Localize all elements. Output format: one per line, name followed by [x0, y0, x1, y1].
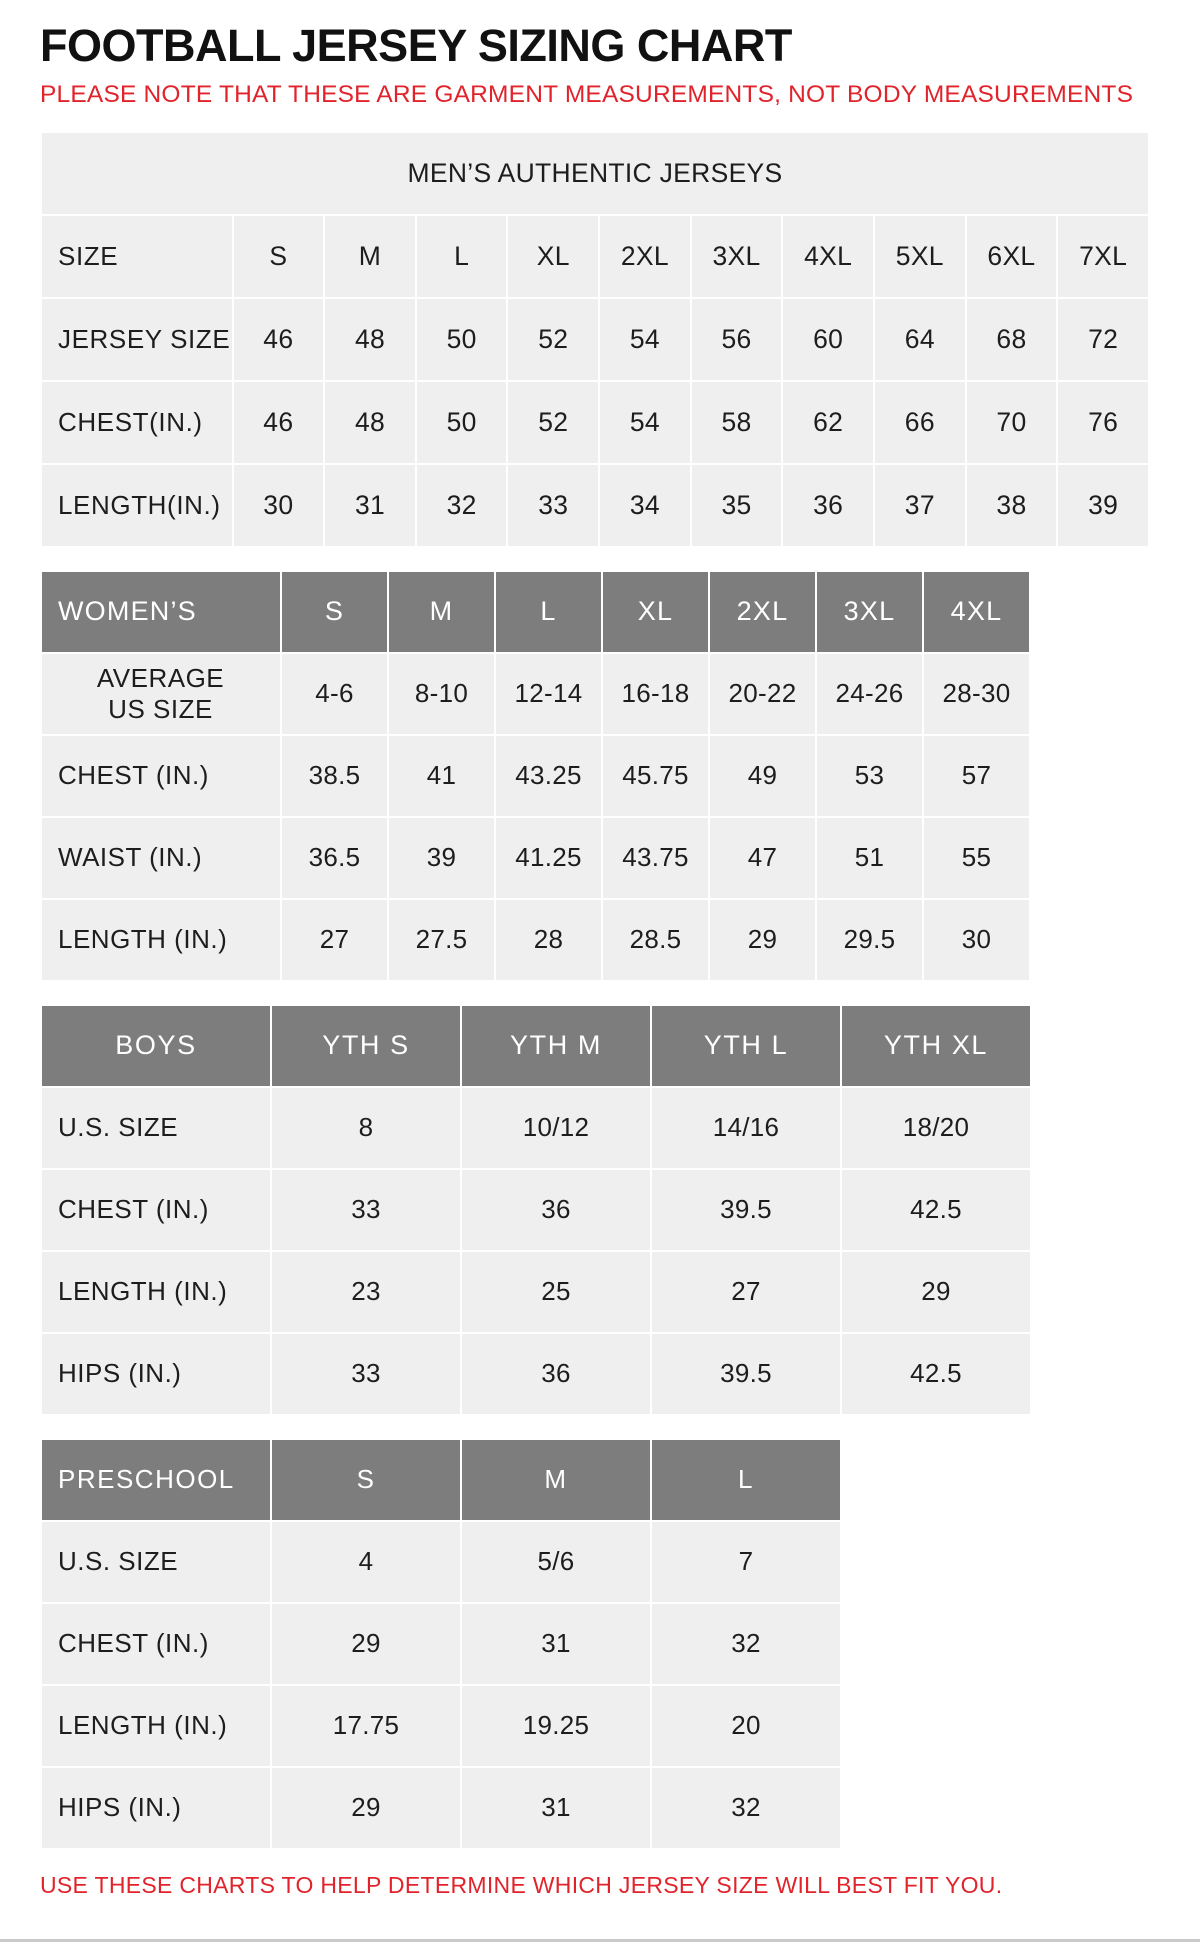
column-header: 4XL — [923, 571, 1030, 653]
cell: 4 — [271, 1521, 461, 1603]
cell: 18/20 — [841, 1087, 1031, 1169]
cell: 38.5 — [281, 735, 388, 817]
column-header: S — [271, 1439, 461, 1521]
column-header: YTH XL — [841, 1005, 1031, 1087]
cell: 39 — [1057, 464, 1149, 547]
row-label: HIPS (IN.) — [41, 1333, 271, 1415]
row-label: LENGTH (IN.) — [41, 1685, 271, 1767]
table-row — [41, 899, 1030, 981]
cell: 4-6 — [281, 653, 388, 735]
table-row — [41, 298, 1149, 381]
cell: 7 — [651, 1521, 841, 1603]
cell: 32 — [416, 464, 508, 547]
cell: 36 — [782, 464, 874, 547]
table-row — [41, 1603, 841, 1685]
row-label: LENGTH (IN.) — [41, 899, 281, 981]
preschool-header-label: PRESCHOOL — [41, 1439, 271, 1521]
cell: 39 — [388, 817, 495, 899]
row-label-line1: AVERAGE — [96, 662, 225, 693]
cell: 32 — [651, 1603, 841, 1685]
cell: 33 — [271, 1333, 461, 1415]
cell: 29 — [709, 899, 816, 981]
cell: 33 — [271, 1169, 461, 1251]
cell: 31 — [461, 1767, 651, 1849]
cell: 5XL — [874, 215, 966, 298]
cell: S — [233, 215, 325, 298]
cell: 32 — [651, 1767, 841, 1849]
cell: 76 — [1057, 381, 1149, 464]
cell: 6XL — [966, 215, 1058, 298]
garment-measurement-note: PLEASE NOTE THAT THESE ARE GARMENT MEASUREMENTS, NOT BODY MEASUREMENTS — [40, 81, 1134, 109]
cell: 57 — [923, 735, 1030, 817]
preschool-header-row — [41, 1439, 841, 1521]
cell: 52 — [507, 298, 599, 381]
cell: L — [416, 215, 508, 298]
cell: 8-10 — [388, 653, 495, 735]
cell: 45.75 — [602, 735, 709, 817]
cell: 58 — [691, 381, 783, 464]
row-label — [41, 653, 281, 735]
table-row — [41, 817, 1030, 899]
cell: 43.25 — [495, 735, 602, 817]
womens-header-row — [41, 571, 1030, 653]
column-header: YTH S — [271, 1005, 461, 1087]
cell: 46 — [233, 298, 325, 381]
cell: 5/6 — [461, 1521, 651, 1603]
cell: 29 — [271, 1603, 461, 1685]
table-row — [41, 1333, 1031, 1415]
cell: 68 — [966, 298, 1058, 381]
cell: 19.25 — [461, 1685, 651, 1767]
cell: 17.75 — [271, 1685, 461, 1767]
column-header: 2XL — [709, 571, 816, 653]
cell: 46 — [233, 381, 325, 464]
womens-sizing-table — [40, 570, 1031, 982]
row-label: U.S. SIZE — [41, 1521, 271, 1603]
cell: 64 — [874, 298, 966, 381]
cell: 8 — [271, 1087, 461, 1169]
cell: 50 — [416, 381, 508, 464]
cell: 23 — [271, 1251, 461, 1333]
mens-banner-cell: MEN’S AUTHENTIC JERSEYS — [41, 132, 1149, 215]
cell: 41.25 — [495, 817, 602, 899]
row-label: CHEST (IN.) — [41, 1169, 271, 1251]
row-label: CHEST (IN.) — [41, 1603, 271, 1685]
footer-note: USE THESE CHARTS TO HELP DETERMINE WHICH JERSEY SIZE WILL BEST FIT YOU. — [40, 1871, 1003, 1898]
cell: 27 — [651, 1251, 841, 1333]
cell: M — [324, 215, 416, 298]
cell: 50 — [416, 298, 508, 381]
table-row — [41, 1087, 1031, 1169]
cell: 29.5 — [816, 899, 923, 981]
cell: 20-22 — [709, 653, 816, 735]
cell: 10/12 — [461, 1087, 651, 1169]
cell: 43.75 — [602, 817, 709, 899]
column-header: M — [461, 1439, 651, 1521]
cell: 27.5 — [388, 899, 495, 981]
row-label: CHEST(IN.) — [41, 381, 233, 464]
page-title: FOOTBALL JERSEY SIZING CHART — [40, 20, 792, 71]
cell: 28.5 — [602, 899, 709, 981]
cell: 31 — [324, 464, 416, 547]
cell: 54 — [599, 298, 691, 381]
cell: 28-30 — [923, 653, 1030, 735]
cell: 30 — [923, 899, 1030, 981]
table-row — [41, 464, 1149, 547]
cell: 70 — [966, 381, 1058, 464]
cell: 56 — [691, 298, 783, 381]
cell: 55 — [923, 817, 1030, 899]
cell: 16-18 — [602, 653, 709, 735]
cell: 48 — [324, 298, 416, 381]
table-row — [41, 215, 1149, 298]
cell: 20 — [651, 1685, 841, 1767]
table-row — [41, 653, 1030, 735]
row-label: U.S. SIZE — [41, 1087, 271, 1169]
cell: 62 — [782, 381, 874, 464]
cell: 28 — [495, 899, 602, 981]
mens-sizing-table — [40, 131, 1150, 548]
cell: 66 — [874, 381, 966, 464]
cell: 42.5 — [841, 1333, 1031, 1415]
cell: 4XL — [782, 215, 874, 298]
table-row — [41, 1251, 1031, 1333]
cell: 7XL — [1057, 215, 1149, 298]
cell: 60 — [782, 298, 874, 381]
row-label: HIPS (IN.) — [41, 1767, 271, 1849]
column-header: L — [651, 1439, 841, 1521]
cell: 41 — [388, 735, 495, 817]
cell: 25 — [461, 1251, 651, 1333]
cell: 48 — [324, 381, 416, 464]
cell: 39.5 — [651, 1169, 841, 1251]
column-header: YTH L — [651, 1005, 841, 1087]
preschool-sizing-table — [40, 1438, 842, 1850]
cell: 24-26 — [816, 653, 923, 735]
cell: 37 — [874, 464, 966, 547]
cell: 34 — [599, 464, 691, 547]
cell: 33 — [507, 464, 599, 547]
cell: 3XL — [691, 215, 783, 298]
cell: 39.5 — [651, 1333, 841, 1415]
cell: XL — [507, 215, 599, 298]
table-row — [41, 735, 1030, 817]
row-label-line2: US SIZE — [108, 693, 213, 724]
column-header: S — [281, 571, 388, 653]
table-row — [41, 1685, 841, 1767]
cell: 36 — [461, 1333, 651, 1415]
mens-banner-row — [41, 132, 1149, 215]
row-label: SIZE — [41, 215, 233, 298]
table-row — [41, 1521, 841, 1603]
table-row — [41, 381, 1149, 464]
cell: 47 — [709, 817, 816, 899]
cell: 36.5 — [281, 817, 388, 899]
table-row — [41, 1169, 1031, 1251]
cell: 31 — [461, 1603, 651, 1685]
row-label: LENGTH(IN.) — [41, 464, 233, 547]
cell: 27 — [281, 899, 388, 981]
cell: 51 — [816, 817, 923, 899]
row-label: LENGTH (IN.) — [41, 1251, 271, 1333]
cell: 36 — [461, 1169, 651, 1251]
column-header: YTH M — [461, 1005, 651, 1087]
cell: 35 — [691, 464, 783, 547]
table-row — [41, 1767, 841, 1849]
boys-header-row — [41, 1005, 1031, 1087]
cell: 54 — [599, 381, 691, 464]
row-label: CHEST (IN.) — [41, 735, 281, 817]
cell: 12-14 — [495, 653, 602, 735]
cell: 2XL — [599, 215, 691, 298]
cell: 42.5 — [841, 1169, 1031, 1251]
column-header: M — [388, 571, 495, 653]
cell: 29 — [271, 1767, 461, 1849]
cell: 30 — [233, 464, 325, 547]
column-header: L — [495, 571, 602, 653]
column-header: XL — [602, 571, 709, 653]
boys-header-label: BOYS — [41, 1005, 271, 1087]
boys-sizing-table — [40, 1004, 1032, 1416]
cell: 53 — [816, 735, 923, 817]
column-header: 3XL — [816, 571, 923, 653]
cell: 38 — [966, 464, 1058, 547]
cell: 29 — [841, 1251, 1031, 1333]
cell: 72 — [1057, 298, 1149, 381]
cell: 49 — [709, 735, 816, 817]
cell: 14/16 — [651, 1087, 841, 1169]
cell: 52 — [507, 381, 599, 464]
womens-header-label: WOMEN’S — [41, 571, 281, 653]
row-label: WAIST (IN.) — [41, 817, 281, 899]
row-label: JERSEY SIZE — [41, 298, 233, 381]
